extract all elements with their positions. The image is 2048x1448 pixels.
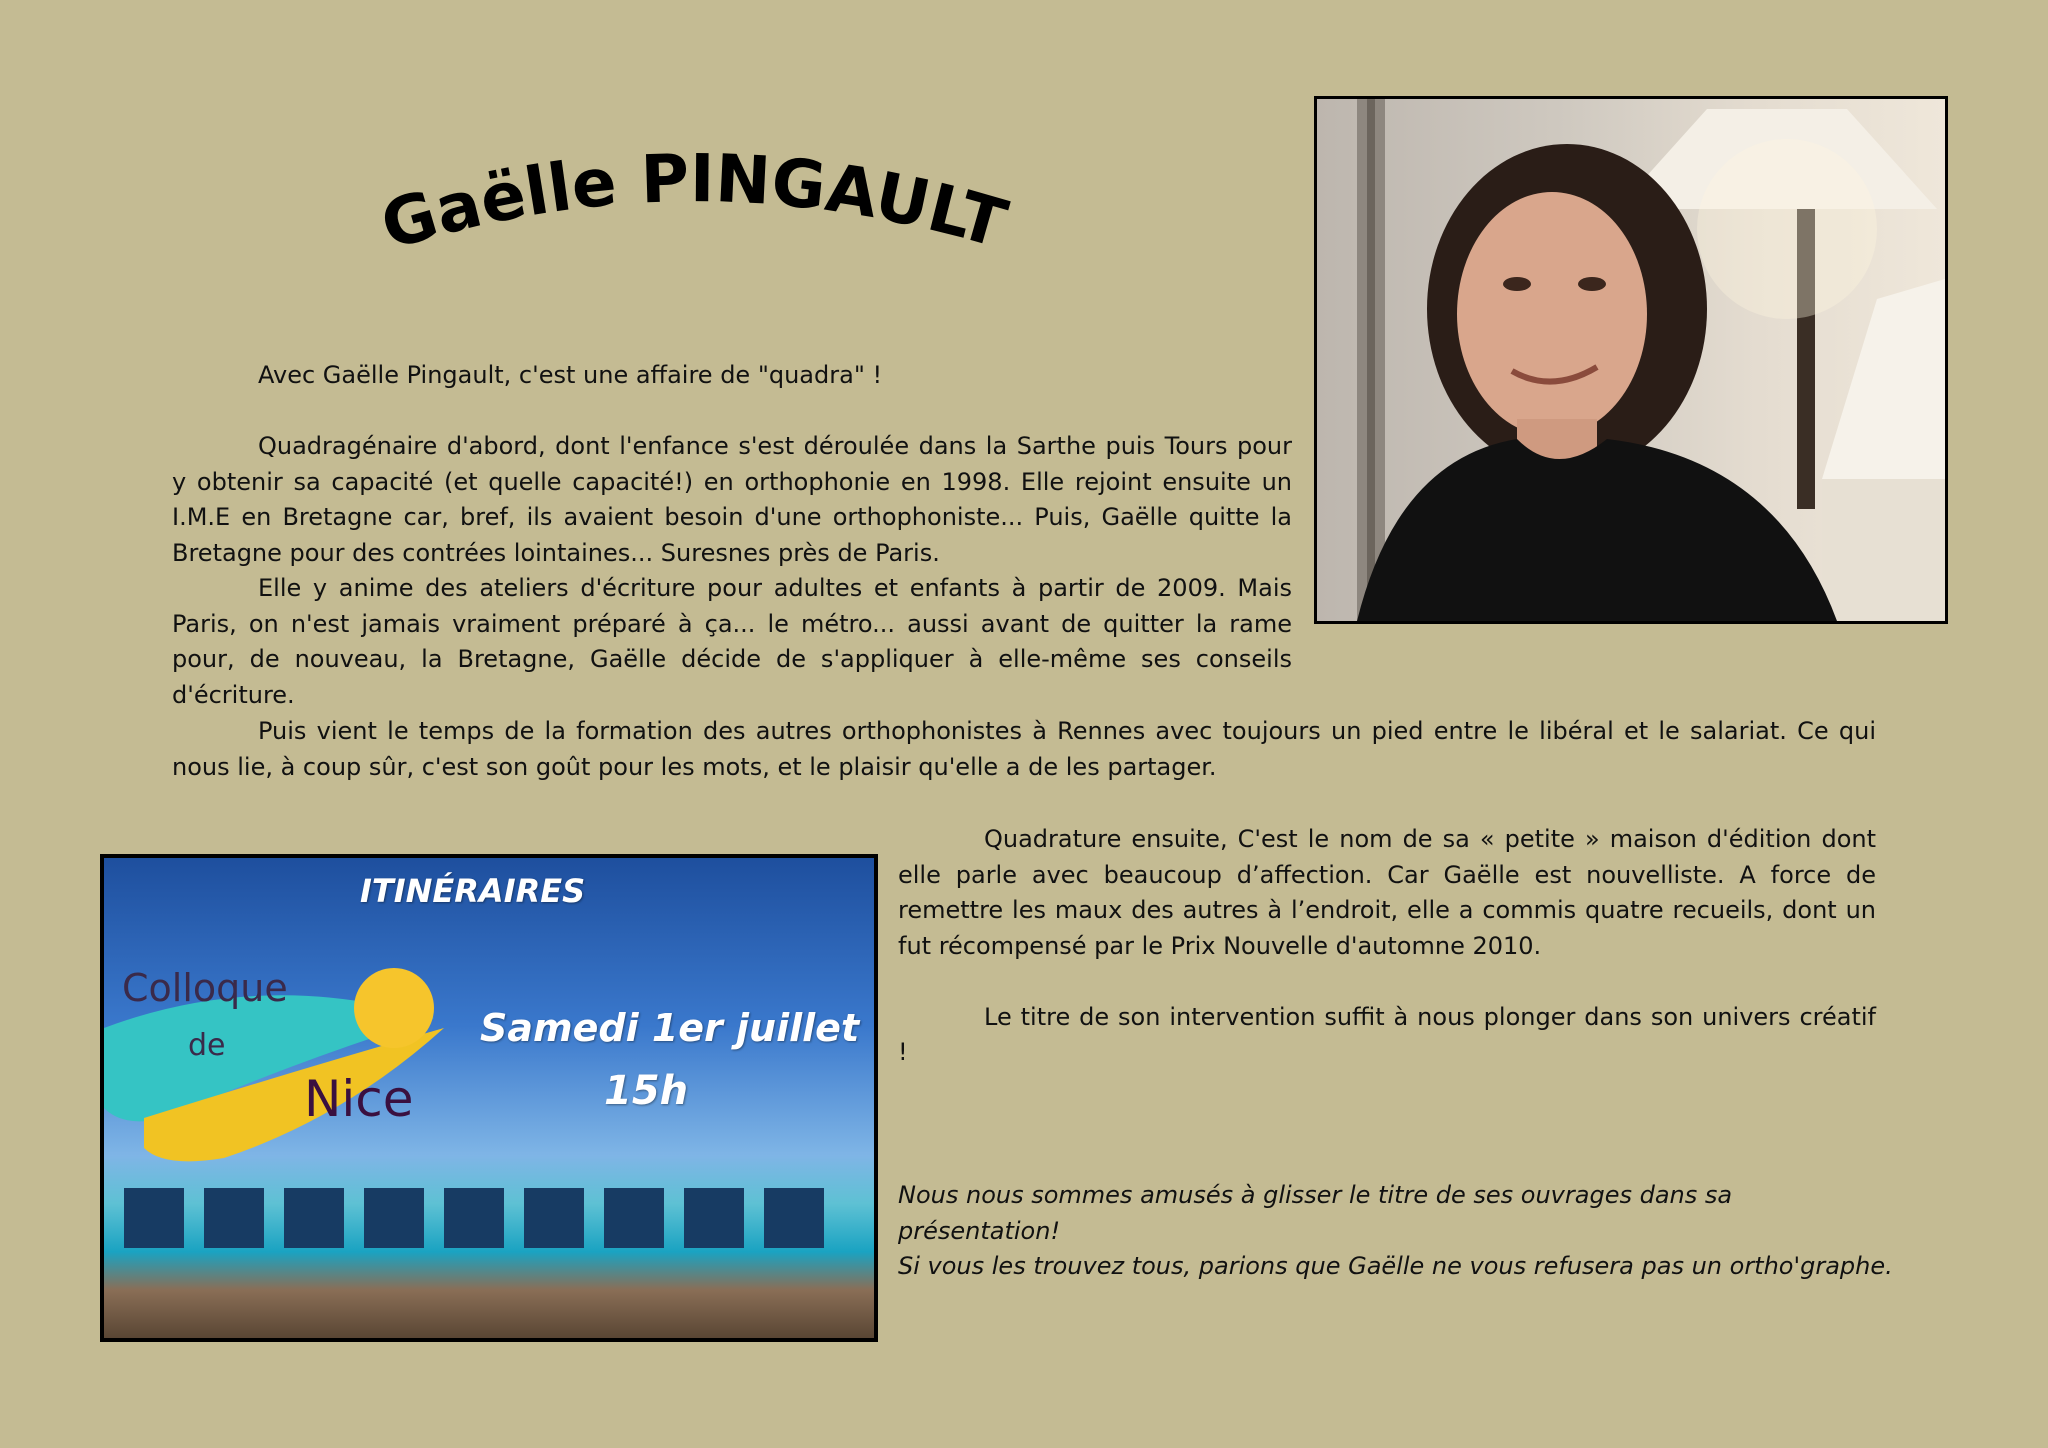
bio-paragraph-5: Le titre de son intervention suffit à nous plonger dans son univers créatif ! xyxy=(898,1002,1876,1066)
bio-paragraph-1: Quadragénaire d'abord, dont l'enfance s'est déroulée dans la Sarthe puis Tours pour y obtenir sa capacité (et quelle capacité!) en orthophonie en 1998. Elle rejoint ensuite un I.M.E en Bretagne car, bref, ils avaient besoin d'une orthophoniste... Puis, Gaëlle quitte la Bretagne pour des contrées lointaines... Suresnes près de Paris. xyxy=(172,432,1292,567)
bio-paragraph-4: Quadrature ensuite, C'est le nom de sa « petite » maison d'édition dont elle parle avec beaucoup d’affection. Car Gaëlle est nouvelliste. A force de remettre les maux des autres à l’endroit, elle a commis quatre recueils, dont un fut récompensé par le Prix Nouvelle d'automne 2010. xyxy=(898,825,1876,960)
poster-nice: Nice xyxy=(304,1070,414,1128)
bio-bottom-column xyxy=(898,822,1876,1071)
bio-middle-column xyxy=(172,714,1876,785)
bio-top-column xyxy=(172,358,1292,713)
note-line-1: Nous nous sommes amusés à glisser le titre de ses ouvrages dans sa présentation! xyxy=(898,1181,1733,1245)
poster-date: Samedi 1er juillet xyxy=(480,1006,860,1050)
poster-heading: ITINÉRAIRES xyxy=(360,872,586,910)
page-title xyxy=(372,130,1060,300)
title-text: Gaëlle PINGAULT xyxy=(372,139,1015,266)
poster-colloque: Colloque xyxy=(122,966,288,1010)
bio-paragraph-2: Elle y anime des ateliers d'écriture pour adultes et enfants à partir de 2009. Mais Paris, on n'est jamais vraiment préparé à ça... le métro... aussi avant de quitter la rame pour, de nouveau, la Bretagne, Gaëlle décide de s'appliquer à elle-même ses conseils d'écriture. xyxy=(172,574,1292,709)
event-poster xyxy=(100,854,878,1342)
bio-paragraph-3: Puis vient le temps de la formation des autres orthophonistes à Rennes avec toujours un pied entre le libéral et le salariat. Ce qui nous lie, à coup sûr, c'est son goût pour les mots, et le plaisir qu'elle a de les partager. xyxy=(172,717,1876,781)
note-block xyxy=(898,1178,1898,1285)
portrait-photo xyxy=(1314,96,1948,624)
poster-de: de xyxy=(188,1028,226,1063)
intro-paragraph: Avec Gaëlle Pingault, c'est une affaire de "quadra" ! xyxy=(258,361,883,389)
note-line-2: Si vous les trouvez tous, parions que Gaëlle ne vous refusera pas un ortho'graphe. xyxy=(898,1252,1893,1280)
poster-time: 15h xyxy=(604,1068,689,1114)
